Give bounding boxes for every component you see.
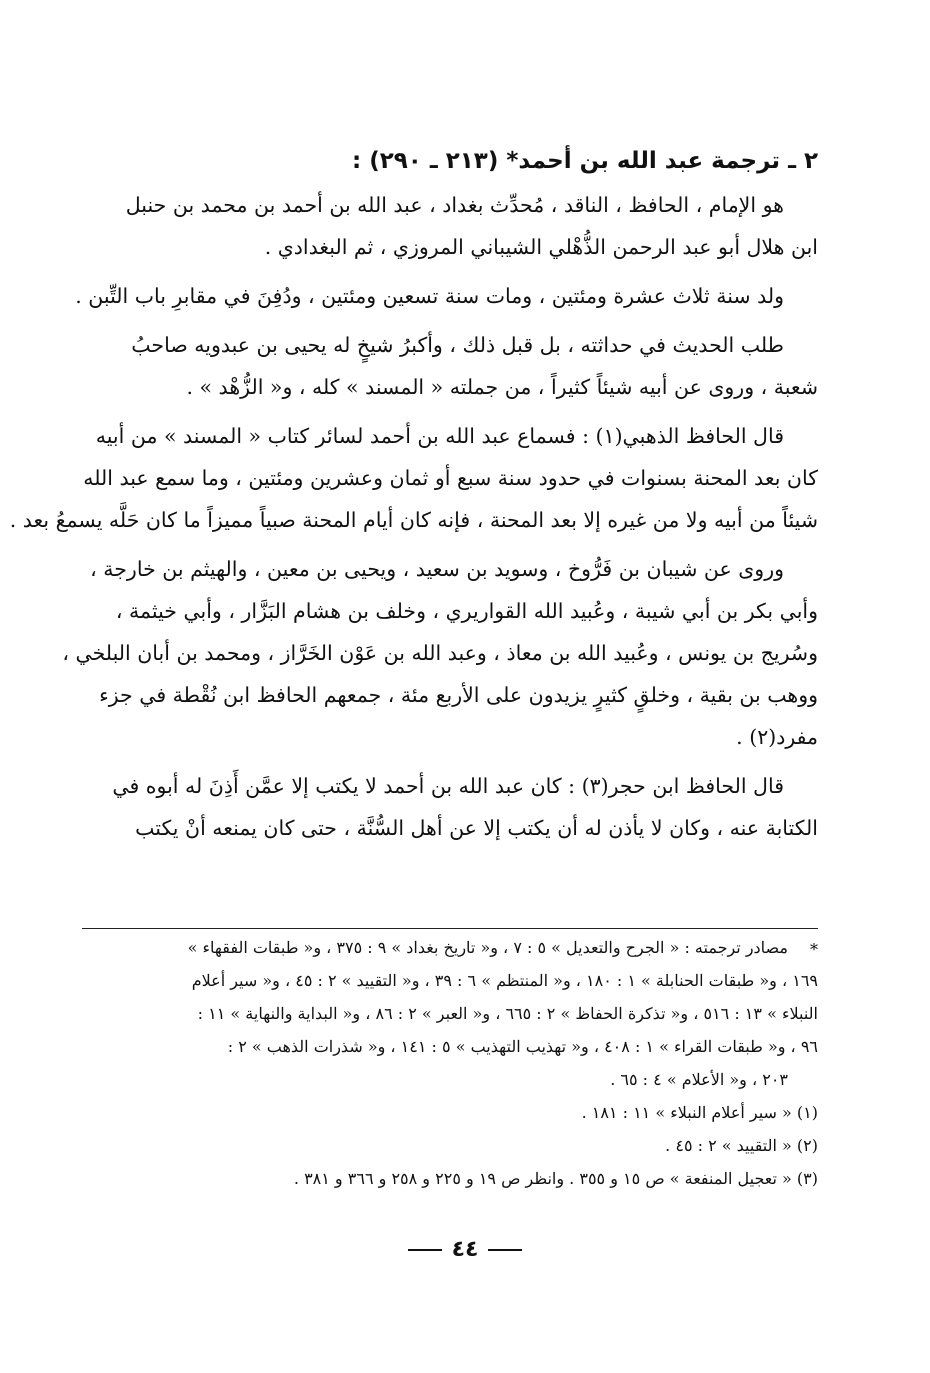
- text-line: ووهب بن بقية ، وخلقٍ كثيرٍ يزيدون على الأربع مئة ، جمعهم الحافظ ابن نُقْطة في جزء: [99, 683, 818, 707]
- section-heading: ٢ ـ ترجمة عبد الله بن أحمد* (٢١٣ ـ ٢٩٠) :: [352, 148, 818, 174]
- text-line: قال الحافظ ابن حجر(٣) : كان عبد الله بن أحمد لا يكتب إلا عمَّن أَذِنَ له أبوه في: [112, 774, 784, 798]
- paragraph-ibn-hajar: [82, 765, 818, 849]
- footnote-line: ٢٠٣ ، و« الأعلام » ٤ : ٦٥ .: [610, 1070, 788, 1089]
- main-text: [9, 140, 818, 856]
- footnotes: [82, 928, 818, 1195]
- text-line: كان بعد المحنة بسنوات في حدود سنة سبع أو ثمان وعشرين ومئتين ، وما سمع عبد الله: [83, 466, 818, 490]
- footnote-line: النبلاء » ١٣ : ٥١٦ ، و« تذكرة الحفاظ » ٢ : ٦٦٥ ، و« العبر » ٢ : ٨٦ ، و« البداية والنهاية » ١١ :: [197, 1004, 818, 1023]
- text-line: ابن هلال أبو عبد الرحمن الذُّهْلي الشيباني المروزي ، ثم البغدادي .: [264, 235, 818, 259]
- text-line: شعبة ، وروى عن أبيه شيئاً كثيراً ، من جملته « المسند » كله ، و« الزُّهْد » .: [186, 375, 818, 399]
- footnote-3: (٣) « تعجيل المنفعة » ص ١٥ و ٣٥٥ . وانظر ص ١٩ و ٢٢٥ و ٢٥٨ و ٣٦٦ و ٣٨١ .: [293, 1169, 818, 1188]
- paragraph-dhahabi: [9, 415, 818, 541]
- text-line: مفرد(٢) .: [736, 725, 818, 749]
- paragraph-study: [82, 324, 818, 408]
- text-line: وأبي بكر بن أبي شيبة ، وعُبيد الله القواريري ، وخلف بن هشام البَزَّار ، وأبي خيثمة ،: [115, 599, 818, 623]
- text-line: وروى عن شيبان بن فَرُّوخ ، وسويد بن سعيد ، ويحيى بن معين ، والهيثم بن خارجة ،: [90, 557, 784, 581]
- text-line: ولد سنة ثلاث عشرة ومئتين ، ومات سنة تسعين ومئتين ، ودُفِنَ في مقابرِ باب التِّبن .: [75, 284, 784, 308]
- paragraph-teachers: [62, 548, 818, 758]
- paragraph-lineage: [82, 184, 818, 268]
- text-line: طلب الحديث في حداثته ، بل قبل ذلك ، وأكبرُ شيخٍ له يحيى بن عبدويه صاحبُ: [131, 333, 784, 357]
- text-line: هو الإمام ، الحافظ ، الناقد ، مُحدِّث بغداد ، عبد الله بن أحمد بن محمد بن حنبل: [125, 193, 784, 217]
- paragraph-birth-death: [75, 275, 818, 317]
- text-line: شيئاً من أبيه ولا من غيره إلا بعد المحنة ، فإنه كان أيام المحنة صبياً مميزاً ما كان حَلَّه يسمعُ بعد .: [9, 508, 818, 532]
- text-line: الكتابة عنه ، وكان لا يأذن له أن يكتب إلا عن أهل السُّنَّة ، حتى كان يمنعه أنْ يكتب: [135, 816, 818, 840]
- footnote-sources: [82, 931, 818, 1096]
- footnote-notes: [82, 1096, 818, 1195]
- dash-left: [408, 1249, 442, 1251]
- footnote-1: (١) « سير أعلام النبلاء » ١١ : ١٨١ .: [581, 1103, 818, 1122]
- page-number-value: ٤٤: [451, 1237, 479, 1262]
- page-number: [0, 1237, 930, 1262]
- footnote-2: (٢) « التقييد » ٢ : ٤٥ .: [665, 1136, 818, 1155]
- dash-right: [488, 1249, 522, 1251]
- footnote-star-mark: *: [810, 940, 818, 959]
- footnote-line: مصادر ترجمته : « الجرح والتعديل » ٥ : ٧ ، و« تاريخ بغداد » ٩ : ٣٧٥ ، و« طبقات الفقهاء »: [187, 938, 788, 957]
- text-line: قال الحافظ الذهبي(١) : فسماع عبد الله بن أحمد لسائر كتاب « المسند » من أبيه: [95, 424, 784, 448]
- footnote-line: ٩٦ ، و« طبقات القراء » ١ : ٤٠٨ ، و« تهذيب التهذيب » ٥ : ١٤١ ، و« شذرات الذهب » ٢ :: [227, 1037, 818, 1056]
- text-line: وسُريج بن يونس ، وعُبيد الله بن معاذ ، وعبد الله بن عَوْن الخَرَّاز ، ومحمد بن أبان البلخي ،: [62, 641, 818, 665]
- footnote-line: ١٦٩ ، و« طبقات الحنابلة » ١ : ١٨٠ ، و« المنتظم » ٦ : ٣٩ ، و« التقييد » ٢ : ٤٥ ، و« سير أعلام: [191, 971, 818, 990]
